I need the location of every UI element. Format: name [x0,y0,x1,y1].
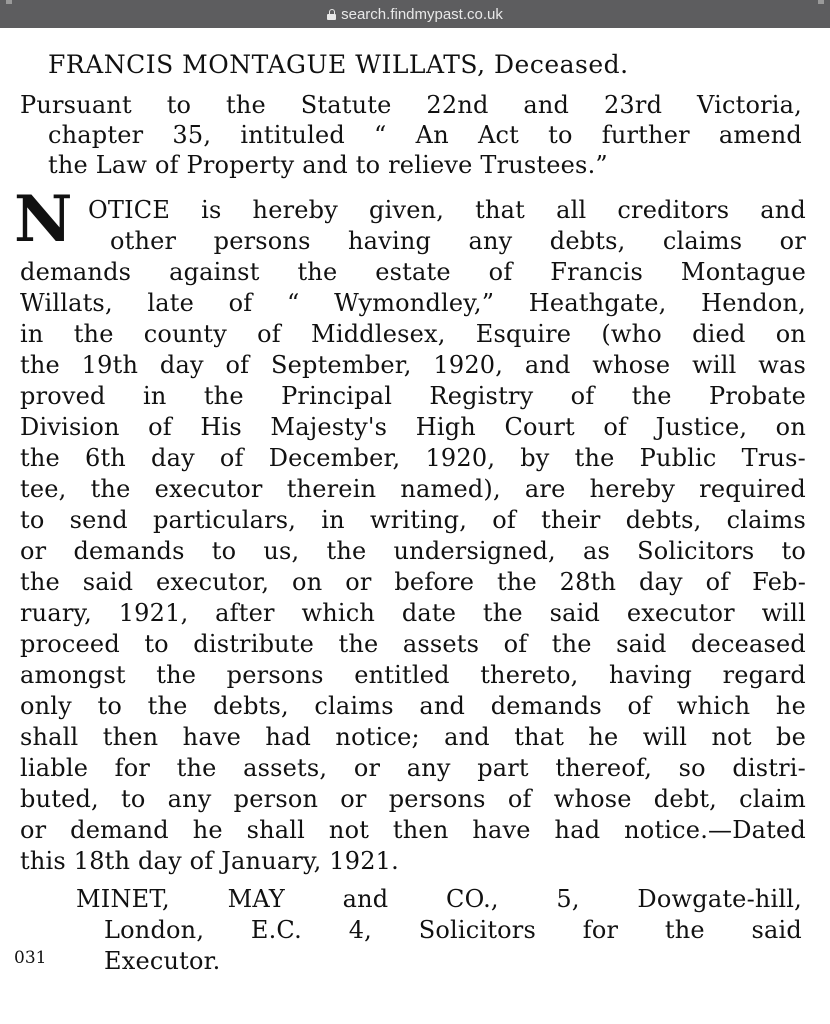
body-line: ruary, 1921, after which date the said executor will [20,599,806,627]
body-line: proved in the Principal Registry of the Probate [20,382,806,410]
body-line: in the county of Middlesex, Esquire (who died on [20,320,806,348]
body-line: or demands to us, the undersigned, as Solicitors to [20,537,806,565]
body-line: the 6th day of December, 1920, by the Public Trus- [20,444,806,472]
browser-address-bar[interactable] [0,0,830,28]
preamble-line: the Law of Property and to relieve Trustees.” [48,151,608,179]
body-line: demands against the estate of Francis Montague [20,258,806,286]
reference-code: 031 [14,948,47,968]
drop-cap-letter: N [14,182,73,257]
notice-heading: FRANCIS MONTAGUE WILLATS, Deceased. [48,50,629,79]
bar-edge-left [6,0,12,4]
body-line: this 18th day of January, 1921. [20,847,399,875]
body-line: the 19th day of September, 1920, and whose will was [20,351,806,379]
lock-icon [327,9,336,20]
url-text: search.findmypast.co.uk [341,5,503,23]
signature-line: London, E.C. 4, Solicitors for the said [104,916,802,944]
body-line: or demand he shall not then have had notice.—Dated [20,816,806,844]
body-line: other persons having any debts, claims or [110,227,806,255]
signature-line: Executor. [104,947,221,975]
body-line: amongst the persons entitled thereto, having regard [20,661,806,689]
body-line: to send particulars, in writing, of their debts, claims [20,506,806,534]
body-line: proceed to distribute the assets of the said deceased [20,630,806,658]
body-line: the said executor, on or before the 28th day of Feb- [20,568,806,596]
body-line: Division of His Majesty's High Court of Justice, on [20,413,806,441]
url-display[interactable] [327,6,503,23]
preamble-line: chapter 35, intituled “ An Act to further amend [48,121,802,149]
signature-line: MINET, MAY and CO., 5, Dowgate-hill, [76,885,802,913]
body-line: shall then have had notice; and that he will not be [20,723,806,751]
body-line: Willats, late of “ Wymondley,” Heathgate, Hendon, [20,289,806,317]
body-line: liable for the assets, or any part thereof, so distri- [20,754,806,782]
gazette-notice [0,28,830,1024]
body-line: only to the debts, claims and demands of which he [20,692,806,720]
preamble-line: Pursuant to the Statute 22nd and 23rd Victoria, [20,91,802,119]
body-line: buted, to any person or persons of whose debt, claim [20,785,806,813]
body-line: OTICE is hereby given, that all creditors and [88,196,806,224]
body-line: tee, the executor therein named), are hereby required [20,475,806,503]
bar-edge-right [818,0,824,4]
